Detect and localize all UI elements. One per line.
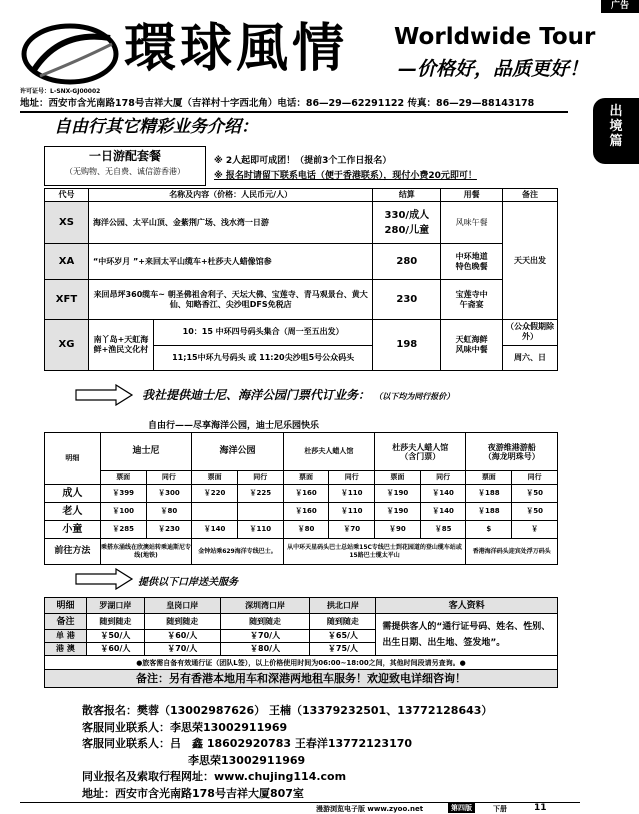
brand-slogan: —价格好，品质更好！ [398,58,589,80]
sub-header: 同行 [512,471,558,485]
tour-code: XS [45,202,89,244]
ticket-title-note: （以下均为同行报价） [374,392,455,401]
ad-tag: 广告 [601,0,639,13]
cell: ￥60/人 [86,643,144,656]
section-title: 自由行其它精彩业务介绍： [54,117,258,137]
contact-line: 地址：西安市含光南路178号吉祥大厦807室 [82,786,304,800]
table-row [45,280,558,320]
table-row [45,485,558,503]
col-header: 备注 [503,189,558,202]
cell: ￥100 [100,503,146,521]
ticket-title-text: 我社提供迪士尼、海洋公园门票代订业务： [142,388,371,402]
col-header: 结算 [373,189,441,202]
day-tour-header-box [44,146,206,186]
method-cell: 乘搭东涌线在欣澳站转乘迪斯尼专线(地铁) [100,539,191,565]
cell: ￥110 [329,485,375,503]
col-header: 用餐 [441,189,503,202]
cell: ￥190 [375,503,421,521]
table-row [45,244,558,280]
brand-name-cn: 環球風情 [124,18,349,79]
day-tour-note: ※ 2人起即可成团！（提前3个工作日报名） [214,156,392,166]
tour-price: 330/成人 280/儿童 [373,202,441,244]
row-label: 备注 [45,614,87,630]
day-tour-title: 一日游配套餐 [88,149,161,163]
cell: ￥85 [420,521,466,539]
cell: ￥220 [192,485,238,503]
ticket-table [44,432,558,565]
sub-header: 同行 [146,471,192,485]
cell: ￥75/人 [310,643,376,656]
cell: ￥140 [420,485,466,503]
tour-meal: 风味午餐 [441,202,503,244]
header-divider [20,111,568,113]
ticket-title [142,386,454,403]
cell: ￥60/人 [144,630,220,643]
side-tab-char: 篇 [609,134,623,149]
cell: ￥70 [329,521,375,539]
cell: ￥80 [146,503,192,521]
tour-content: 南丫岛+天虹海鲜+渔民文化村 [89,320,154,370]
sub-header: 同行 [237,471,283,485]
day-tour-note: ※ 报名时请留下联系电话（便于香港联系），现付小费20元即可！ [214,171,477,181]
cell: ￥285 [100,521,146,539]
cell: ￥50 [512,503,558,521]
cell: ￥70/人 [144,643,220,656]
tour-meal: 天虹海鲜 风味中餐 [441,320,503,371]
footer-edition: 第四版 [448,803,475,813]
table-row [45,503,558,521]
contact-line: 李思荣13002911969 [188,753,306,767]
method-cell: 金钟站乘629海洋专线巴士。 [192,539,283,565]
tour-remark: 周六、日 [514,352,547,362]
contact-line: 同业报名及索取行程网址：www.chujing114.com [82,770,347,783]
cell: ￥160 [283,503,329,521]
side-tab [593,98,639,164]
venue-header: 迪士尼 [100,433,191,471]
guest-info-header: 客人资料 [376,598,558,614]
row-label: 老人 [45,503,101,521]
page-number: 11 [534,803,547,813]
table-row [45,320,558,371]
sub-header: 同行 [420,471,466,485]
table-row [45,656,558,670]
tour-code: XFT [45,280,89,320]
detail-header: 明细 [45,598,87,614]
port-header: 深圳湾口岸 [220,598,310,614]
row-label: 小童 [45,521,101,539]
contact-line: 客服同业联系人：吕 鑫 18602920783 王春洋13772123170 [82,737,413,750]
side-tab-char: 境 [609,119,623,134]
cell: ￥90 [375,521,421,539]
tour-price: 198 [373,320,441,371]
cell: ￥80/人 [220,643,310,656]
table-row [45,521,558,539]
venue-header: 夜游维港游船 （海龙明珠号） [466,433,558,471]
sub-header: 票面 [375,471,421,485]
transfer-table [44,597,558,688]
arrow-right-icon [74,384,134,406]
guest-info-text: 需提供客人的“通行证号码、姓名、性别、出生日期、出生地、签发地”。 [376,614,558,656]
transfer-title: 提供以下口岸送关服务 [138,577,238,588]
tour-price: 230 [373,280,441,320]
sub-header: 票面 [283,471,329,485]
ticket-subtitle: 自由行——尽享海洋公园，迪士尼乐园快乐 [148,421,320,431]
cell: ￥300 [146,485,192,503]
row-label: 港 澳 [45,643,87,656]
cell: ￥188 [466,503,512,521]
contact-line: 客服同业联系人：李思荣13002911969 [82,720,288,734]
tour-content-split [88,320,372,371]
method-cell: 从中环天星码头巴士总站乘15C专线巴士到花园道的登山缆车站或15路巴士缆太平山 [283,539,466,565]
col-header: 代号 [45,189,89,202]
tour-meal: 中环地道 特色晚餐 [441,244,503,280]
tour-time: 11;15中环九号码头 或 11:20尖沙咀5号公众码头 [172,352,355,362]
tour-remark: （公众假期除外） [503,320,557,346]
tour-content: “中环岁月 ”+来回太平山缆车+杜莎夫人蜡像馆参 [88,244,372,280]
cell: ￥160 [283,485,329,503]
contact-line: 散客报名：樊蓉（13002987626） 王楠（13379232501、13772128643） [82,704,493,717]
tour-content: 海洋公园、太平山顶、金紫荆广场、浅水湾一日游 [88,202,372,244]
table-row [45,539,558,565]
cell: ￥399 [100,485,146,503]
method-cell: 香港海洋码头迎宾处浮万码头 [466,539,558,565]
cell: ￥110 [237,521,283,539]
sub-header: 票面 [466,471,512,485]
tour-time: 10：15 中环四号码头集合（周一至五出发） [154,320,372,346]
table-row [45,614,558,630]
row-label: 前往方法 [45,539,101,565]
venue-header: 杜莎夫人蜡人馆 （含门票） [375,433,466,471]
tour-price: 280 [373,244,441,280]
table-row [45,670,558,688]
address-phone-line: 地址：西安市含光南路178号吉祥大厦（吉祥村十字西北角）电话：86—29—62291122 传真：86—29—88143178 [20,98,535,109]
contact-list [82,703,492,802]
tour-remark: 天天出发 [503,202,558,320]
tour-meal: 宝莲寺中 午斋宴 [441,280,503,320]
sub-header: 同行 [329,471,375,485]
port-header: 罗湖口岸 [86,598,144,614]
row-label: 成人 [45,485,101,503]
tour-code: XA [45,244,89,280]
cell: 随到随走 [144,614,220,630]
tour-remark-split [503,320,558,371]
tour-code: XG [45,320,89,371]
cell: ￥190 [375,485,421,503]
cell: 随到随走 [220,614,310,630]
cell: 随到随走 [86,614,144,630]
table-row [45,202,558,244]
port-header: 拱北口岸 [310,598,376,614]
cell [192,503,238,521]
day-tour-table [44,188,558,371]
footer-volume: 下册 [493,805,507,813]
sub-header: 票面 [192,471,238,485]
port-header: 皇岗口岸 [144,598,220,614]
globe-logo-icon [20,20,120,88]
venue-header: 海洋公园 [192,433,283,471]
cell: $ [466,521,512,539]
cell: ￥50/人 [86,630,144,643]
venue-header: 杜莎夫人蜡人馆 [283,433,374,471]
cell: ￥70/人 [220,630,310,643]
cell: ￥140 [420,503,466,521]
col-header: 名称及内容（价格：人民币元/人） [88,189,372,202]
detail-header: 明细 [45,433,101,485]
cell: ￥188 [466,485,512,503]
cell: ￥140 [192,521,238,539]
brand-name-en: Worldwide Tour [394,24,596,50]
cell: ￥80 [283,521,329,539]
footer-site: 漫游浏览电子版 www.zyoo.net [316,805,424,813]
sub-header: 票面 [100,471,146,485]
service-banner: 备注：另有香港本地用车和深港两地租车服务！欢迎致电详细咨询！ [45,670,558,688]
transfer-footnote: ●旅客需自备有效通行证（团队L签），以上价格使用时间为06:00~18:00之间，其他时间段请另查询。● [45,656,558,670]
cell: ￥50 [512,485,558,503]
side-tab-char: 出 [609,104,623,119]
cell: ￥230 [146,521,192,539]
footer-divider [20,802,580,803]
cell: ￥225 [237,485,283,503]
arrow-right-icon [74,568,134,590]
cell [237,503,283,521]
cell: ￥110 [329,503,375,521]
cell: ￥65/人 [310,630,376,643]
row-label: 单 港 [45,630,87,643]
cell: 随到随走 [310,614,376,630]
license-number: 许可证号：L-SNX-GJ00002 [20,88,101,95]
cell: ￥ [512,521,558,539]
day-tour-subtitle: （无购物、无自费、诚信游香港） [65,167,185,176]
tour-content: 来回昂坪360缆车~ 朝圣佛祖舍利子、天坛大佛、宝莲寺、青马观景台、黄大仙、知略香江、尖沙咀DFS免税店 [88,280,372,320]
